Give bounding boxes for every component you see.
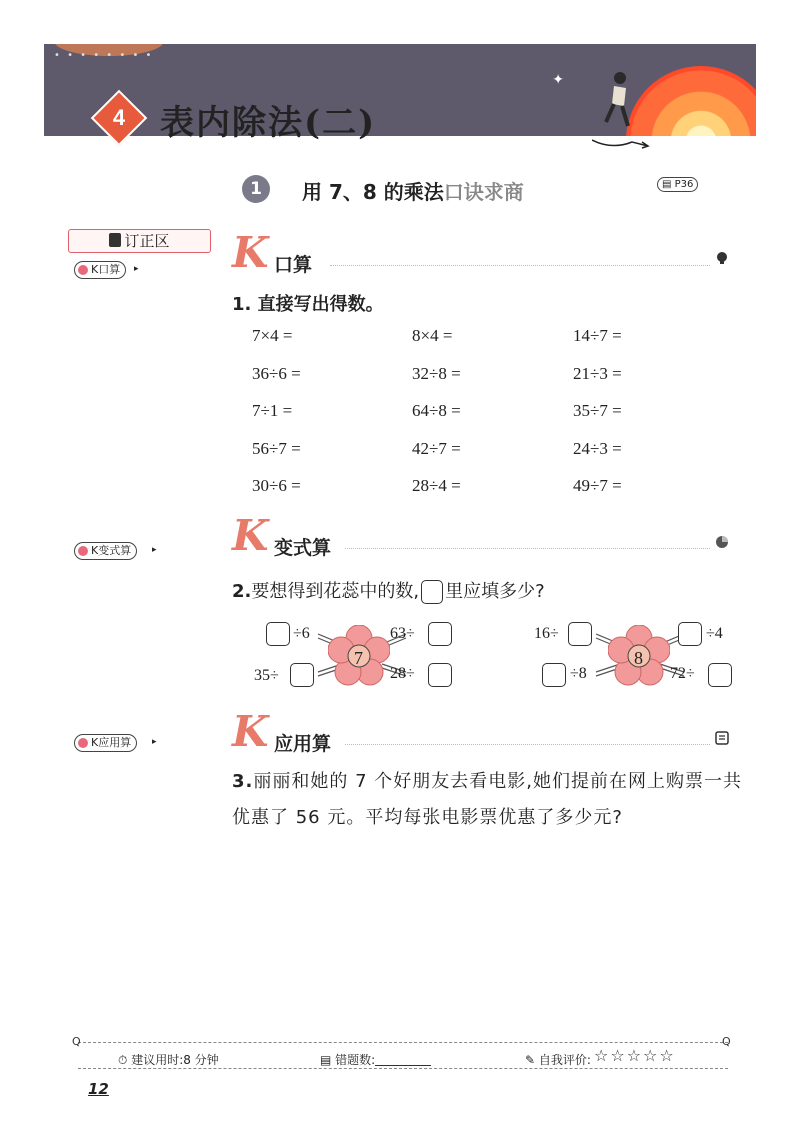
section-k-logo: K <box>232 228 269 277</box>
question-3-number: 3. <box>232 771 254 792</box>
footer-end-mark: Q <box>722 1035 731 1048</box>
notepad-icon <box>715 731 729 745</box>
error-count: ▤ 错题数: <box>320 1051 431 1068</box>
calc-item: 24÷3 = <box>573 439 622 458</box>
question-3 <box>232 764 742 836</box>
flower-label: ÷8 <box>570 665 587 682</box>
correction-icon <box>109 233 121 247</box>
rating-stars <box>594 1046 676 1065</box>
lesson-title-main: 用 7、8 的乘法 <box>302 180 444 204</box>
calc-item: 35÷7 = <box>573 401 622 420</box>
error-count-blank[interactable] <box>375 1065 431 1066</box>
suggested-time: ⏱ 建议用时:8 分钟 <box>118 1053 219 1067</box>
reference-tag: ▤ P36 <box>657 177 698 192</box>
banner-dots: • • • • • • • • <box>54 50 154 61</box>
arrow-icon: ▸ <box>134 264 139 274</box>
lightbulb-icon <box>715 251 729 265</box>
self-evaluation-label: 自我评价: <box>538 1053 591 1067</box>
flower-label: 72÷ <box>670 665 695 682</box>
star-icon[interactable]: ☆ <box>610 1046 625 1065</box>
header-banner <box>44 44 756 136</box>
section-title-variant: 变式算 <box>274 537 332 559</box>
section-divider <box>345 744 710 745</box>
answer-box[interactable] <box>428 663 452 687</box>
answer-box[interactable] <box>290 663 314 687</box>
unit-number: 4 <box>112 105 126 130</box>
answer-box[interactable] <box>678 622 702 646</box>
answer-box[interactable] <box>266 622 290 646</box>
star-icon[interactable]: ☆ <box>659 1046 674 1065</box>
page-number: 12 <box>88 1080 109 1098</box>
calc-item: 36÷6 = <box>252 364 301 383</box>
section-k-logo: K <box>232 511 269 560</box>
section-divider <box>345 548 710 549</box>
star-icon[interactable]: ☆ <box>594 1046 609 1065</box>
lesson-title-grey: 口诀求商 <box>443 180 524 204</box>
calc-item: 32÷8 = <box>412 364 461 383</box>
flower-center-number: 7 <box>354 648 363 668</box>
footer-divider-bottom <box>78 1068 728 1069</box>
side-tag-oral: K口算 <box>74 261 126 279</box>
flower-label: 28÷ <box>390 665 415 682</box>
question-2-text-after: 里应填多少? <box>445 581 545 602</box>
calc-item: 7÷1 = <box>252 401 293 420</box>
section-divider <box>330 265 710 266</box>
side-tag-applied: K应用算 <box>74 734 137 752</box>
section-k-logo: K <box>232 707 269 756</box>
calc-item: 49÷7 = <box>573 476 622 495</box>
flower-label: ÷6 <box>293 625 310 642</box>
question-2-text-before: 要想得到花蕊中的数, <box>251 581 420 602</box>
flower-label: 16÷ <box>534 625 559 642</box>
lesson-title <box>302 176 524 205</box>
unit-title: 表内除法(二) <box>160 103 377 143</box>
self-evaluation: ✎ 自我评价: <box>525 1053 591 1067</box>
flower-label: ÷4 <box>706 625 723 642</box>
reference-page: P36 <box>674 179 694 190</box>
calc-item: 21÷3 = <box>573 364 622 383</box>
answer-box[interactable] <box>708 663 732 687</box>
calc-item: 42÷7 = <box>412 439 461 458</box>
calc-item: 7×4 = <box>252 326 293 345</box>
star-icon[interactable]: ☆ <box>643 1046 658 1065</box>
answer-box[interactable] <box>542 663 566 687</box>
answer-box[interactable] <box>428 622 452 646</box>
question-1-title: 1. 直接写出得数。 <box>232 294 384 315</box>
calc-item: 8×4 = <box>412 326 453 345</box>
side-tag-variant: K变式算 <box>74 542 137 560</box>
question-2-number: 2. <box>232 581 252 602</box>
correction-area-label <box>68 229 211 253</box>
error-count-label: 错题数: <box>335 1053 376 1067</box>
answer-box-example <box>421 580 443 604</box>
star-icon[interactable]: ☆ <box>626 1046 642 1065</box>
question-3-text: 丽丽和她的 7 个好朋友去看电影,她们提前在网上购票一共优惠了 56 元。平均每张电影票优惠了多少元? <box>232 771 742 828</box>
sun-decoration <box>626 66 756 136</box>
pie-chart-icon <box>715 535 729 549</box>
runner-figure-icon <box>600 70 634 130</box>
answer-box[interactable] <box>568 622 592 646</box>
banner-curl-decoration <box>592 136 652 156</box>
lesson-number: 1 <box>242 175 270 203</box>
arrow-icon: ▸ <box>152 545 157 555</box>
calc-item: 64÷8 = <box>412 401 461 420</box>
calc-item: 28÷4 = <box>412 476 461 495</box>
flower-label: 63÷ <box>390 625 415 642</box>
section-title-oral: 口算 <box>274 254 313 276</box>
arrow-icon: ▸ <box>152 737 157 747</box>
suggested-time-text: 建议用时:8 分钟 <box>131 1053 219 1067</box>
flower-center-number: 8 <box>634 648 643 668</box>
calc-item: 56÷7 = <box>252 439 301 458</box>
sparkle-icon: ✦ <box>552 72 564 88</box>
correction-text: 订正区 <box>124 232 170 250</box>
flower-label: 35÷ <box>254 667 279 684</box>
footer-end-mark: Q <box>72 1035 81 1048</box>
question-2 <box>232 577 545 604</box>
section-title-applied: 应用算 <box>274 733 332 755</box>
footer-divider-top <box>78 1042 728 1043</box>
calc-item: 30÷6 = <box>252 476 301 495</box>
calc-item: 14÷7 = <box>573 326 622 345</box>
